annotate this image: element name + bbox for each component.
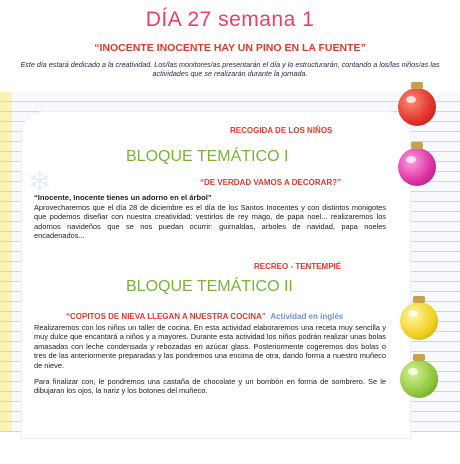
day-subtitle: “INOCENTE INOCENTE HAY UN PINO EN LA FUENTE”	[94, 42, 366, 54]
bloque2-subtitle: “COPITOS DE NIEVA LLEGAN A NUESTRA COCINA”	[66, 312, 266, 321]
english-activity-tag: Actividad en inglés	[270, 312, 344, 321]
snowflake-icon: ❄	[28, 166, 52, 197]
bloque2-body-final: Para finalizar con, le pondremos una castaña de chocolate y un bombón en forma de sombrero. Se le dibujaran los ojos, la nariz y los botones del muñeco.	[34, 377, 386, 396]
recreo-label: RECREO - TENTEMPIÉ	[254, 262, 342, 271]
pink-ornament-icon	[398, 148, 436, 186]
intro-text: Este día estará dedicado a la creatividad. Los/las monitores/as presentarán el día y lo estructurarán, contando a los/las niños/as las actividades que se realizarán durante la jornada.	[20, 60, 440, 78]
bloque1-activity-title: “Inocente, Inocente tienes un adorno en el árbol”	[34, 193, 212, 202]
red-ornament-icon	[398, 88, 436, 126]
bloque1-title: BLOQUE TEMÁTICO I	[126, 148, 289, 165]
recogida-label: RECOGIDA DE LOS NIÑOS	[230, 126, 333, 135]
bloque2-title: BLOQUE TEMÁTICO II	[126, 278, 293, 295]
bloque2-body: Realizaremos con los niños un taller de cocina. En esta actividad elaboraremos una receta muy sencilla y muy dulce que encantará a niños y a mayores. Durante esta actividad los niños podrán realizar unas bolas amasadas con leche condensada y rebozadas en azúcar glass. Posteriormente cogeremos dos bolas o tres de las anteriormente preparadas y las pondremos una encima de otra, dando forma a nuestro muñeco de nieve.	[34, 323, 386, 370]
page-title: DÍA 27 semana 1	[145, 8, 315, 31]
green-ornament-icon	[400, 360, 438, 398]
bloque2-subtitle-line	[66, 306, 343, 324]
bloque1-subtitle: “DE VERDAD VAMOS A DECORAR?”	[200, 178, 342, 187]
bloque1-body: Aprovecharemos que el día 28 de diciembre es el día de los Santos Inocentes y con distintos monigotes que podemos diseñar con nuestra creatividad: vestirlos de rey mago, de papa noel... realizaremos los adornos navideños que se nos puedan ocurrir: guirnaldas, arboles de navidad, papa noeles encadenados...	[34, 203, 386, 241]
yellow-ornament-icon	[400, 302, 438, 340]
